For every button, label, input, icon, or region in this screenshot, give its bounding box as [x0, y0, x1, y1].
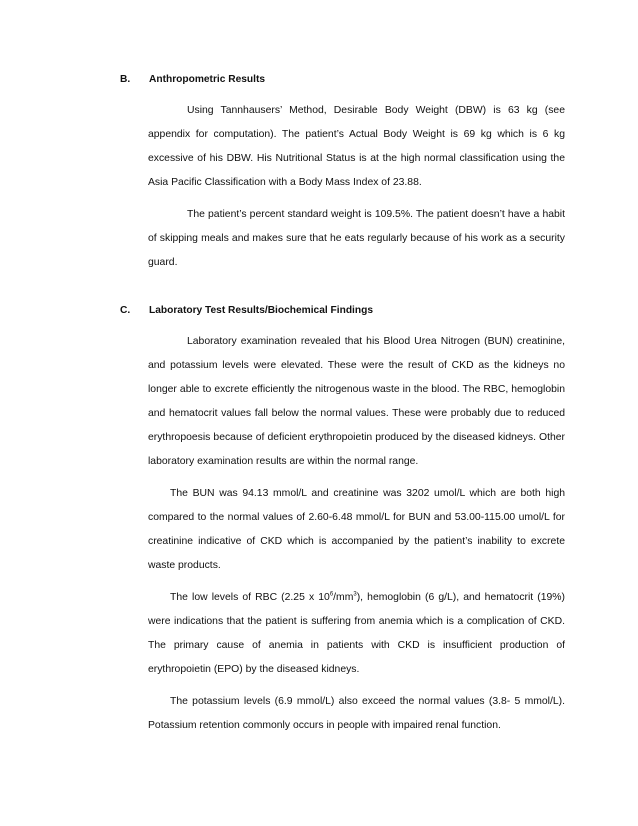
paragraph: The potassium levels (6.9 mmol/L) also exceed the normal values (3.8- 5 mmol/L). Potassium retention commonly occurs in people with impaired renal function.	[148, 696, 565, 731]
paragraph: The patient’s percent standard weight is 109.5%. The patient doesn’t have a habit of skipping meals and makes sure that he eats regularly because of his work as a security guard.	[148, 209, 565, 268]
section-heading-c	[120, 304, 565, 318]
section-anthropometric	[120, 73, 565, 275]
text-run: ), hemoglobin (6 g/L), and hematocrit (19%) were indications that the patient is suffering from anemia which is a complication of CKD. The primary cause of anemia in patients with CKD is insufficient production of erythropoietin (EPO) by the diseased kidneys.	[148, 592, 566, 675]
text-run: /mm	[333, 592, 354, 603]
paragraph	[120, 586, 565, 682]
paragraph: Laboratory examination revealed that his Blood Urea Nitrogen (BUN) creatinine, and potassium levels were elevated. These were the result of CKD as the kidneys no longer able to excrete efficiently the nitrogenous waste in the blood. The RBC, hemoglobin and hematocrit values fall below the normal values. These were probably due to reduced erythropoesis because of deficient erythropoietin produced by the diseased kidneys. Other laboratory examination results are within the normal range.	[148, 336, 565, 467]
superscript: 3	[353, 591, 357, 598]
section-letter: C.	[120, 305, 131, 316]
paragraph: Using Tannhausers’ Method, Desirable Body Weight (DBW) is 63 kg (see appendix for computation). The patient’s Actual Body Weight is 69 kg which is 6 kg excessive of his DBW. His Nutritional Status is at the high normal classification using the Asia Pacific Classification with a Body Mass Index of 23.88.	[148, 105, 565, 188]
section-laboratory	[120, 304, 565, 738]
section-title: Anthropometric Results	[149, 74, 266, 85]
section-heading-b	[120, 73, 565, 87]
paragraph: The BUN was 94.13 mmol/L and creatinine was 3202 umol/L which are both high compared to the normal values of 2.60-6.48 mmol/L for BUN and 53.00-115.00 umol/L for creatinine indicative of CKD which is accompanied by the patient’s inability to excrete waste products.	[148, 488, 565, 571]
superscript: 6	[329, 591, 334, 598]
text-run: The low levels of RBC (2.25 x 10	[170, 592, 330, 603]
section-title: Laboratory Test Results/Biochemical Findings	[149, 305, 373, 316]
section-letter: B.	[120, 74, 131, 85]
